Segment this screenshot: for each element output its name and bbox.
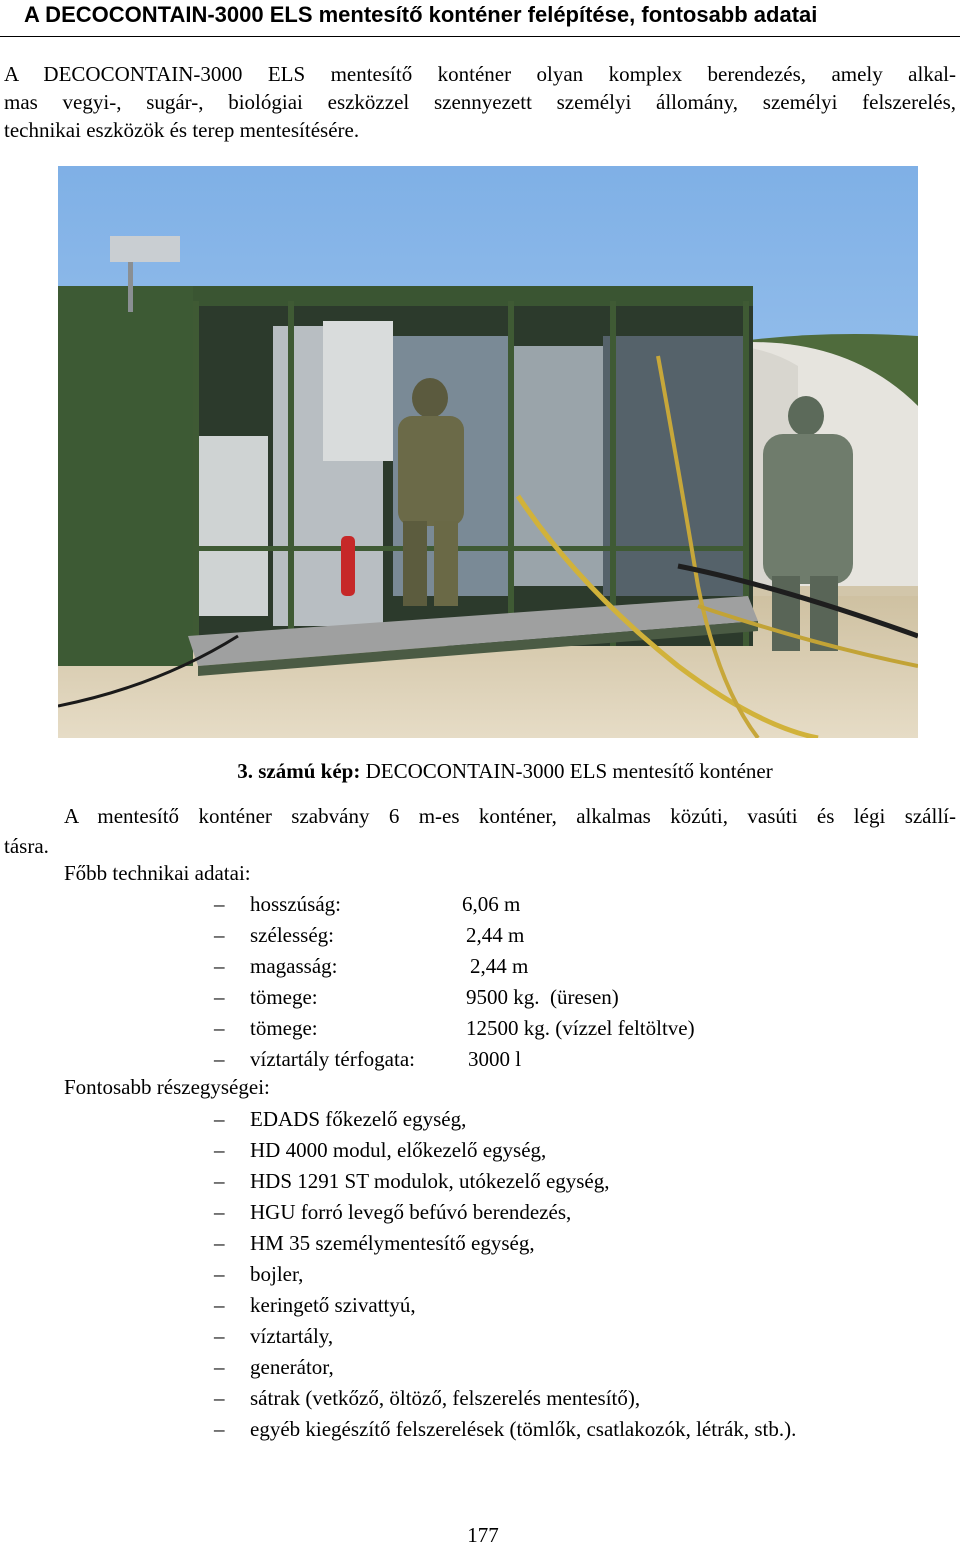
list-dash: –	[214, 1107, 225, 1131]
list-dash: –	[214, 1324, 225, 1348]
spec-row	[0, 889, 960, 920]
spec-value: 2,44 m	[470, 954, 529, 978]
spec-value: 6,06 m	[462, 892, 521, 916]
component-item	[0, 1352, 960, 1383]
caption-text: DECOCONTAIN-3000 ELS mentesítő konténer	[360, 759, 773, 783]
component-text: HDS 1291 ST modulok, utókezelő egység,	[250, 1169, 610, 1193]
component-text: HGU forró levegő befúvó berendezés,	[250, 1200, 572, 1224]
component-item	[0, 1414, 960, 1445]
paragraph-line-1: A mentesítő konténer szabvány 6 m-es konténer, alkalmas közúti, vasúti és légi szállí-	[64, 804, 956, 828]
list-dash: –	[214, 1262, 225, 1286]
list-dash: –	[214, 1169, 225, 1193]
paragraph-line-2: tásra.	[4, 834, 49, 858]
page-number: 177	[467, 1523, 499, 1547]
component-item	[0, 1104, 960, 1135]
decontamination-container-photo	[58, 166, 918, 738]
component-item	[0, 1290, 960, 1321]
list-dash: –	[214, 985, 225, 1009]
list-dash: –	[214, 1417, 225, 1441]
spec-row	[0, 982, 960, 1013]
intro-line-2: mas vegyi-, sugár-, biológiai eszközzel szennyezett személyi állomány, személyi felszerelés,	[4, 90, 956, 114]
component-text: bojler,	[250, 1262, 304, 1286]
component-text: HD 4000 modul, előkezelő egység,	[250, 1138, 547, 1162]
spec-label: víztartály térfogata:	[250, 1047, 415, 1071]
spec-label: szélesség:	[250, 923, 334, 947]
component-text: sátrak (vetkőző, öltöző, felszerelés mentesítő),	[250, 1386, 641, 1410]
component-text: keringető szivattyú,	[250, 1293, 416, 1317]
intro-paragraph	[4, 60, 956, 144]
spec-label: tömege:	[250, 1016, 318, 1040]
component-item	[0, 1321, 960, 1352]
spec-value: 9500 kg. (üresen)	[466, 985, 619, 1009]
list-dash: –	[214, 892, 225, 916]
component-item	[0, 1135, 960, 1166]
spec-value: 12500 kg. (vízzel feltöltve)	[466, 1016, 695, 1040]
list-dash: –	[214, 1293, 225, 1317]
component-item	[0, 1166, 960, 1197]
component-item	[0, 1259, 960, 1290]
caption-number: 3. számú kép:	[237, 759, 361, 783]
spec-row	[0, 1044, 960, 1075]
list-dash: –	[214, 1200, 225, 1224]
spec-row	[0, 951, 960, 982]
spec-row	[0, 1013, 960, 1044]
component-text: HM 35 személymentesítő egység,	[250, 1231, 535, 1255]
components-label: Fontosabb részegységei:	[64, 1075, 270, 1099]
list-dash: –	[214, 1231, 225, 1255]
intro-line-3: technikai eszközök és terep mentesítésére.	[4, 118, 360, 142]
spec-label: hosszúság:	[250, 892, 341, 916]
component-text: egyéb kiegészítő felszerelések (tömlők, csatlakozók, létrák, stb.).	[250, 1417, 797, 1441]
component-item	[0, 1228, 960, 1259]
photo-caption	[0, 757, 960, 785]
list-dash: –	[214, 1138, 225, 1162]
component-item	[0, 1383, 960, 1414]
list-dash: –	[214, 1047, 225, 1071]
spec-label: tömege:	[250, 985, 318, 1009]
spec-value: 3000 l	[468, 1047, 522, 1071]
component-item	[0, 1197, 960, 1228]
container-paragraph	[4, 801, 956, 861]
list-dash: –	[214, 923, 225, 947]
list-dash: –	[214, 1016, 225, 1040]
heading-rule	[0, 36, 960, 37]
spec-label: magasság:	[250, 954, 338, 978]
intro-line-1: A DECOCONTAIN-3000 ELS mentesítő konténer olyan komplex berendezés, amely alkal-	[4, 62, 956, 86]
spec-row	[0, 920, 960, 951]
list-dash: –	[214, 954, 225, 978]
list-dash: –	[214, 1355, 225, 1379]
technical-data-label: Főbb technikai adatai:	[64, 861, 251, 885]
component-text: generátor,	[250, 1355, 334, 1379]
section-heading: A DECOCONTAIN-3000 ELS mentesítő konténer felépítése, fontosabb adatai	[24, 2, 818, 27]
list-dash: –	[214, 1386, 225, 1410]
component-text: víztartály,	[250, 1324, 334, 1348]
component-text: EDADS főkezelő egység,	[250, 1107, 467, 1131]
spec-value: 2,44 m	[466, 923, 525, 947]
